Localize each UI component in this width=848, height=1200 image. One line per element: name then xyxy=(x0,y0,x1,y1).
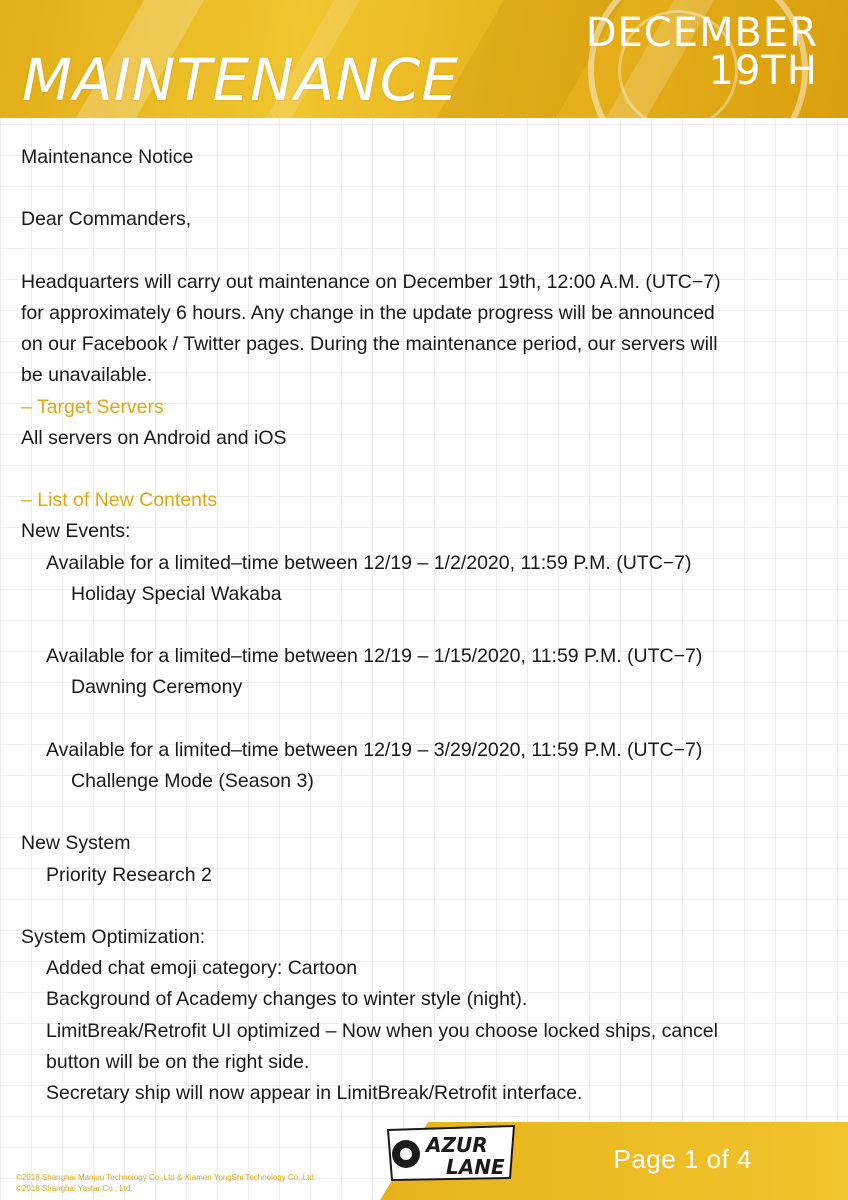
optimization-item: Added chat emoji category: Cartoon xyxy=(46,957,358,980)
page-indicator: Page 1 of 4 xyxy=(613,1144,752,1174)
event-period: Available for a limited–time between 12/19 – 1/15/2020, 11:59 P.M. (UTC−7) xyxy=(46,645,703,668)
event-name: Holiday Special Wakaba xyxy=(71,582,282,605)
date-day: 19TH xyxy=(708,48,818,94)
optimization-item: LimitBreak/Retrofit UI optimized – Now when you choose locked ships, cancel xyxy=(46,1019,718,1042)
intro-line: on our Facebook / Twitter pages. During the maintenance period, our servers will xyxy=(21,333,718,356)
copyright-line: ©2018 Shanghai Manjuu Technology Co.,Ltd & Xiamen YongShi Technology Co.,Ltd. xyxy=(16,1173,317,1182)
notice-body xyxy=(21,142,821,1109)
optimization-label: System Optimization: xyxy=(21,925,206,948)
optimization-item: button will be on the right side. xyxy=(46,1050,310,1073)
new-events-label: New Events: xyxy=(21,520,131,543)
optimization-item: Background of Academy changes to winter style (night). xyxy=(46,988,528,1011)
intro-line: for approximately 6 hours. Any change in the update progress will be announced xyxy=(21,301,715,324)
event-name: Challenge Mode (Season 3) xyxy=(71,769,314,792)
event-period: Available for a limited–time between 12/19 – 1/2/2020, 11:59 P.M. (UTC−7) xyxy=(46,551,692,574)
logo-word-2: LANE xyxy=(446,1155,505,1179)
copyright-line: ©2018 Shanghai Yostar Co., Ltd. xyxy=(16,1184,133,1193)
target-servers-heading: – Target Servers xyxy=(21,395,164,418)
greeting: Dear Commanders, xyxy=(21,208,192,231)
optimization-item: Secretary ship will now appear in LimitBreak/Retrofit interface. xyxy=(46,1081,583,1104)
intro-line: Headquarters will carry out maintenance on December 19th, 12:00 A.M. (UTC−7) xyxy=(21,270,721,293)
logo-word-1: AZUR xyxy=(426,1133,488,1157)
event-period: Available for a limited–time between 12/19 – 3/29/2020, 11:59 P.M. (UTC−7) xyxy=(46,738,703,761)
new-contents-heading: – List of New Contents xyxy=(21,489,218,512)
page-title: MAINTENANCE xyxy=(22,46,459,114)
header-date xyxy=(538,10,818,94)
event-name: Dawning Ceremony xyxy=(71,676,243,699)
date-month: DECEMBER xyxy=(585,10,818,56)
intro-line: be unavailable. xyxy=(21,364,153,387)
notice-title: Maintenance Notice xyxy=(21,146,194,168)
new-system-item: Priority Research 2 xyxy=(46,863,212,886)
header-banner xyxy=(0,0,848,118)
new-system-label: New System xyxy=(21,832,131,855)
copyright xyxy=(16,1172,416,1194)
target-servers: All servers on Android and iOS xyxy=(21,426,287,449)
